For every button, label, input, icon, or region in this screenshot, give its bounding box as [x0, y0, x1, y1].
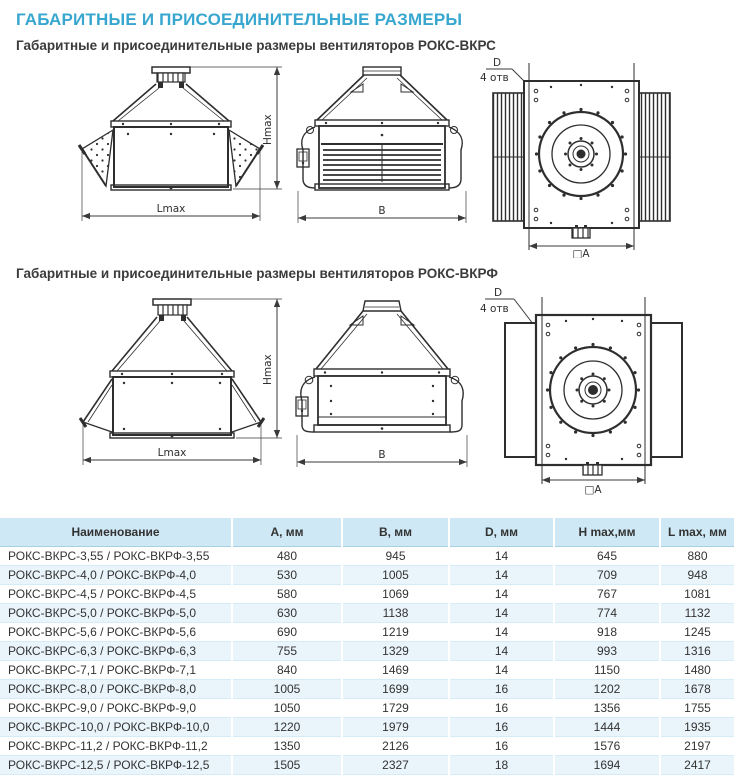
dimension-value-cell: 993	[554, 642, 660, 661]
dimension-value-cell: 1755	[660, 699, 734, 718]
dimension-value-cell: 2126	[342, 737, 449, 756]
fan-body-louvers	[315, 120, 449, 190]
fan-body	[111, 121, 231, 190]
table-row	[0, 718, 734, 737]
fan-hood	[316, 311, 448, 369]
dimension-value-cell: 1069	[342, 585, 449, 604]
dimension-value-cell: 1979	[342, 718, 449, 737]
dimension-value-cell: 14	[449, 604, 554, 623]
holes-count-label: 4 отв	[480, 72, 509, 84]
model-name-cell: РОКС-ВКРС-11,2 / РОКС-ВКРФ-11,2	[0, 737, 232, 756]
vkrf-front-view-drawing	[6, 281, 291, 501]
dimension-value-cell: 16	[449, 737, 554, 756]
table-header-row	[0, 518, 734, 547]
catalog-page	[0, 10, 734, 775]
dimension-value-cell: 1245	[660, 623, 734, 642]
side-panel-left	[505, 323, 536, 457]
dimension-value-cell: 630	[232, 604, 342, 623]
dimension-value-cell: 1480	[660, 661, 734, 680]
dimension-value-cell: 14	[449, 547, 554, 566]
dimension-value-cell: 1694	[554, 756, 660, 775]
dimension-value-cell: 16	[449, 680, 554, 699]
dimension-value-cell: 709	[554, 566, 660, 585]
dimension-value-cell: 918	[554, 623, 660, 642]
fan-body	[110, 371, 234, 438]
dimension-value-cell: 16	[449, 699, 554, 718]
fan-body-panel	[314, 369, 450, 432]
vkrf-drawings-row	[0, 281, 734, 506]
fan-hood	[113, 84, 229, 121]
side-louver-panel-right	[639, 93, 670, 221]
dimension-value-cell: 774	[554, 604, 660, 623]
vkrs-top-view-drawing	[476, 53, 726, 258]
table-row	[0, 604, 734, 623]
column-header-name: Наименование	[0, 518, 232, 547]
vkrf-side-view-drawing	[291, 281, 476, 501]
b-dimension-label: B	[378, 449, 386, 461]
side-diffuser-right	[229, 130, 263, 186]
b-dimension-label: B	[378, 205, 386, 217]
fan-cap	[363, 67, 401, 75]
model-name-cell: РОКС-ВКРС-4,5 / РОКС-ВКРФ-4,5	[0, 585, 232, 604]
model-name-cell: РОКС-ВКРС-8,0 / РОКС-ВКРФ-8,0	[0, 680, 232, 699]
b-dimension	[297, 435, 467, 467]
holes-count-label: 4 отв	[480, 303, 509, 315]
table-row	[0, 623, 734, 642]
dimension-value-cell: 1005	[342, 566, 449, 585]
dimension-value-cell: 1505	[232, 756, 342, 775]
dimension-value-cell: 2327	[342, 756, 449, 775]
dimension-value-cell: 880	[660, 547, 734, 566]
vkrs-front-view-drawing	[6, 53, 291, 253]
dimension-value-cell: 1005	[232, 680, 342, 699]
side-support-left	[80, 379, 112, 432]
table-row	[0, 642, 734, 661]
section-heading-vkrs: Габаритные и присоединительные размеры вентиляторов РОКС-ВКРС	[16, 38, 496, 53]
side-louver-panel-left	[493, 93, 524, 221]
dimension-value-cell: 1699	[342, 680, 449, 699]
model-name-cell: РОКС-ВКРС-10,0 / РОКС-ВКРФ-10,0	[0, 718, 232, 737]
dimension-value-cell: 1202	[554, 680, 660, 699]
table-row	[0, 661, 734, 680]
vkrs-side-view-drawing	[291, 53, 476, 253]
dimension-value-cell: 1350	[232, 737, 342, 756]
dimension-value-cell: 767	[554, 585, 660, 604]
dimension-value-cell: 1150	[554, 661, 660, 680]
dimension-value-cell: 1081	[660, 585, 734, 604]
fan-cap	[363, 301, 401, 311]
dimension-value-cell: 755	[232, 642, 342, 661]
column-header-a: А, мм	[232, 518, 342, 547]
dimension-value-cell: 1678	[660, 680, 734, 699]
column-header-lmax: L max, мм	[660, 518, 734, 547]
dimension-value-cell: 14	[449, 661, 554, 680]
dimension-value-cell: 1444	[554, 718, 660, 737]
fan-cap	[153, 299, 191, 321]
page-title: ГАБАРИТНЫЕ И ПРИСОЕДИНИТЕЛЬНЫЕ РАЗМЕРЫ	[16, 10, 463, 29]
table-row	[0, 699, 734, 718]
dimension-value-cell: 1329	[342, 642, 449, 661]
square-a-dimension	[529, 246, 634, 258]
model-name-cell: РОКС-ВКРС-7,1 / РОКС-ВКРФ-7,1	[0, 661, 232, 680]
table-row	[0, 585, 734, 604]
model-name-cell: РОКС-ВКРС-3,55 / РОКС-ВКРФ-3,55	[0, 547, 232, 566]
column-header-hmax: Н max,мм	[554, 518, 660, 547]
dimension-value-cell: 14	[449, 642, 554, 661]
model-name-cell: РОКС-ВКРС-5,6 / РОКС-ВКРФ-5,6	[0, 623, 232, 642]
table-row	[0, 566, 734, 585]
mounting-bracket-right	[449, 127, 462, 189]
lmax-dimension-label: Lmax	[157, 447, 187, 459]
table-row	[0, 547, 734, 566]
vkrs-drawings-row	[0, 53, 734, 258]
dimension-value-cell: 1050	[232, 699, 342, 718]
model-name-cell: РОКС-ВКРС-9,0 / РОКС-ВКРФ-9,0	[0, 699, 232, 718]
dimension-value-cell: 14	[449, 585, 554, 604]
table-row	[0, 680, 734, 699]
dimension-value-cell: 1220	[232, 718, 342, 737]
mounting-bracket-left	[296, 376, 315, 432]
dimension-value-cell: 1219	[342, 623, 449, 642]
dimension-value-cell: 1935	[660, 718, 734, 737]
table-row	[0, 756, 734, 775]
dimension-value-cell: 480	[232, 547, 342, 566]
hmax-dimension-label: Hmax	[262, 114, 274, 145]
hole-diameter-label: D	[493, 287, 503, 299]
vkrf-top-view-drawing	[476, 281, 726, 506]
model-name-cell: РОКС-ВКРС-12,5 / РОКС-ВКРФ-12,5	[0, 756, 232, 775]
hole-diameter-label: D	[492, 57, 502, 69]
fan-hood	[317, 75, 447, 120]
fan-hood	[112, 317, 232, 371]
dimension-value-cell: 530	[232, 566, 342, 585]
section-heading-vkrf: Габаритные и присоединительные размеры вентиляторов РОКС-ВКРФ	[16, 266, 498, 281]
column-header-b: В, мм	[342, 518, 449, 547]
dimension-value-cell: 840	[232, 661, 342, 680]
dimension-value-cell: 690	[232, 623, 342, 642]
dimension-value-cell: 1576	[554, 737, 660, 756]
dimension-value-cell: 14	[449, 566, 554, 585]
table-row	[0, 737, 734, 756]
dimension-value-cell: 1469	[342, 661, 449, 680]
hmax-dimension-label: Hmax	[262, 354, 274, 385]
side-support-right	[232, 379, 264, 432]
fan-cap	[152, 67, 190, 88]
dimension-value-cell: 14	[449, 623, 554, 642]
square-a-dimension-label: □А	[572, 248, 590, 258]
dimension-value-cell: 1138	[342, 604, 449, 623]
dimension-value-cell: 16	[449, 718, 554, 737]
side-diffuser-left	[79, 130, 113, 186]
dimension-value-cell: 580	[232, 585, 342, 604]
model-name-cell: РОКС-ВКРС-5,0 / РОКС-ВКРФ-5,0	[0, 604, 232, 623]
square-a-dimension	[542, 480, 645, 496]
column-header-d: D, мм	[449, 518, 554, 547]
dimensions-table-body	[0, 547, 734, 775]
b-dimension	[298, 191, 466, 223]
dimension-value-cell: 948	[660, 566, 734, 585]
dimension-value-cell: 2417	[660, 756, 734, 775]
dimension-value-cell: 2197	[660, 737, 734, 756]
dimensions-table	[0, 518, 734, 775]
dimension-value-cell: 645	[554, 547, 660, 566]
square-a-dimension-label: □А	[584, 484, 602, 496]
side-panel-right	[651, 323, 682, 457]
mounting-bracket-left	[297, 127, 315, 189]
dimension-value-cell: 1356	[554, 699, 660, 718]
mounting-bracket-right	[449, 376, 463, 432]
dimension-value-cell: 1132	[660, 604, 734, 623]
dimension-value-cell: 945	[342, 547, 449, 566]
dimension-value-cell: 18	[449, 756, 554, 775]
dimension-value-cell: 1316	[660, 642, 734, 661]
model-name-cell: РОКС-ВКРС-6,3 / РОКС-ВКРФ-6,3	[0, 642, 232, 661]
lmax-dimension-label: Lmax	[156, 203, 186, 215]
dimension-value-cell: 1729	[342, 699, 449, 718]
model-name-cell: РОКС-ВКРС-4,0 / РОКС-ВКРФ-4,0	[0, 566, 232, 585]
